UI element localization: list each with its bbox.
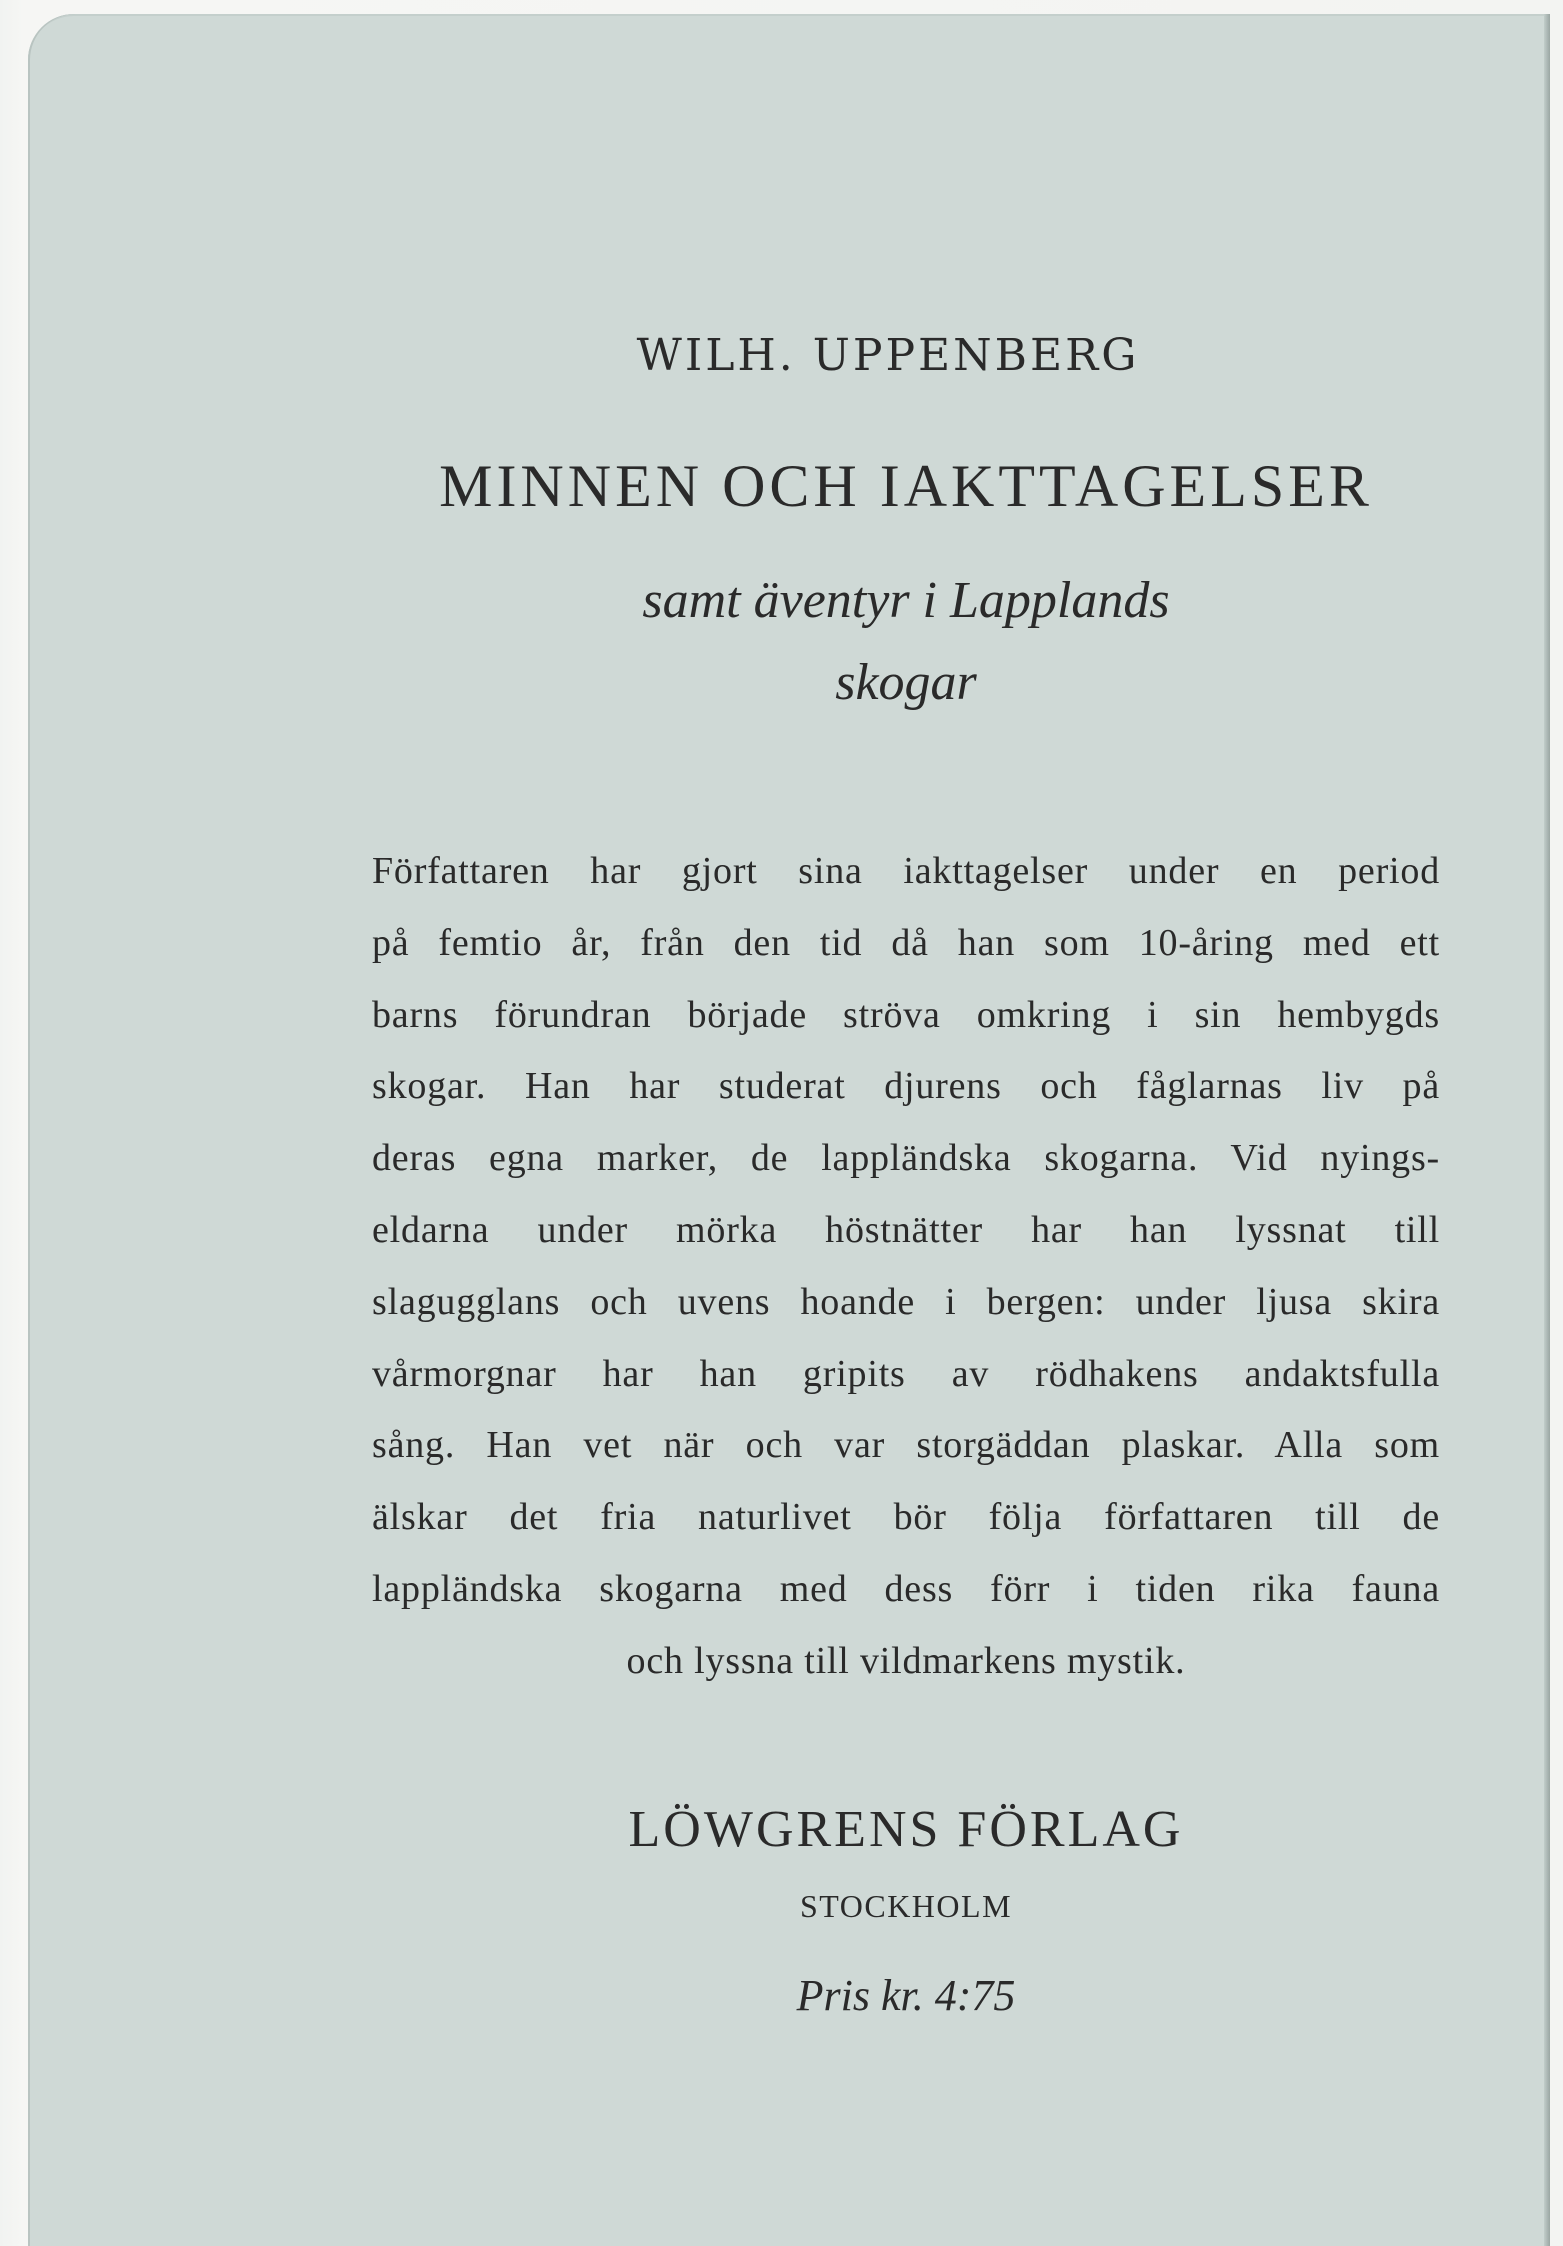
blurb-line: slagugglans och uvens hoande i bergen: under ljusa skira bbox=[372, 1280, 1440, 1323]
subtitle-line: samt äventyr i Lapplands bbox=[642, 572, 1170, 629]
blurb-line: barns förundran började ströva omkring i sin hembygds bbox=[372, 993, 1440, 1036]
publisher-name: LÖWGRENS FÖRLAG bbox=[628, 1801, 1184, 1858]
blurb-line: sång. Han vet när och var storgäddan plaskar. Alla som bbox=[372, 1424, 1440, 1467]
subtitle-line: skogar bbox=[835, 654, 977, 711]
blurb-line: lappländska skogarna med dess förr i tiden rika fauna bbox=[372, 1567, 1440, 1610]
blurb-line: och lyssna till vildmarkens mystik. bbox=[626, 1639, 1186, 1682]
blurb-line: Författaren har gjort sina iakttagelser under en period bbox=[372, 850, 1440, 892]
blurb-line: skogar. Han har studerat djurens och fåglarnas liv på bbox=[372, 1065, 1440, 1108]
blurb-line: vårmorgnar har han gripits av rödhakens andaktsfulla bbox=[372, 1352, 1440, 1395]
blurb-line: älskar det fria naturlivet bör följa författaren till de bbox=[372, 1496, 1440, 1539]
publisher-city: STOCKHOLM bbox=[799, 1888, 1013, 1924]
blurb-line: på femtio år, från den tid då han som 10-åring med ett bbox=[372, 921, 1440, 964]
blurb-line: deras egna marker, de lappländska skogarna. Vid nyings- bbox=[372, 1137, 1440, 1180]
blurb-text bbox=[372, 836, 1440, 1698]
book-subtitle bbox=[372, 560, 1440, 724]
blurb-line: eldarna under mörka höstnätter har han lyssnat till bbox=[372, 1208, 1440, 1251]
price-label: Pris kr. 4:75 bbox=[796, 1971, 1016, 2020]
book-title: MINNEN OCH IAKTTAGELSER bbox=[439, 453, 1373, 519]
author-name: WILH. UPPENBERG bbox=[636, 330, 1140, 381]
